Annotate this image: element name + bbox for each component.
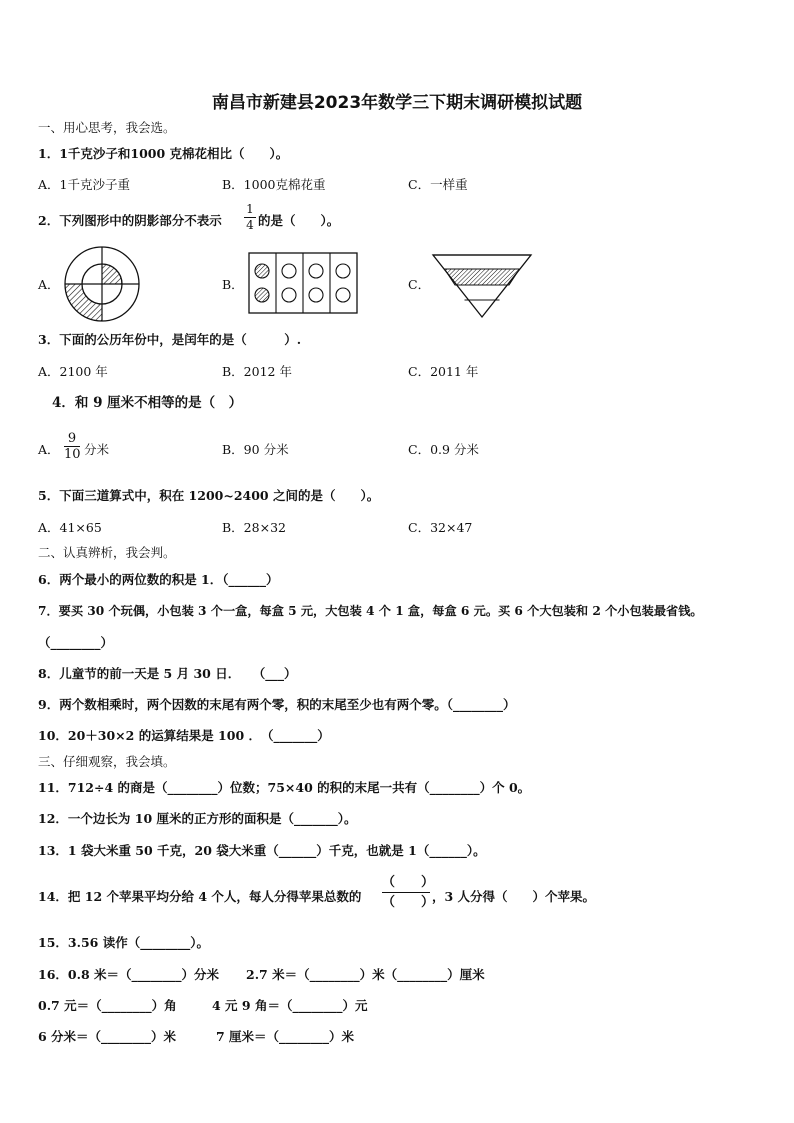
question-10: 10．20＋30×2 的运算结果是 100 ． （_______） (38, 728, 330, 743)
question-3-option-c: C．2011 年 (408, 364, 479, 379)
question-6: 6．两个最小的两位数的积是 1．（______） (38, 572, 279, 587)
question-2-fraction-denominator: 4 (246, 218, 254, 232)
question-9: 9．两个数相乘时，两个因数的末尾有两个零，积的末尾至少也有两个零。（________） (38, 697, 516, 712)
figure-b-grid (248, 252, 358, 314)
question-2-option-a: A． (38, 277, 60, 292)
question-4-option-a-fraction (64, 432, 80, 461)
question-11: 11．712÷4 的商是（________）位数；75×40 的积的末尾一共有（________）个 0。 (38, 780, 531, 795)
figure-a-circle (62, 246, 142, 322)
question-1-option-c: C．一样重 (408, 177, 468, 192)
question-5-option-c: C．32×47 (408, 520, 473, 535)
question-4-fraction-denominator: 10 (64, 447, 81, 462)
question-14-fraction-numerator: （ ） (382, 875, 435, 890)
question-7-line-1: 7．要买 30 个玩偶，小包装 3 个一盒，每盒 5 元，大包装 4 个 1 盒，每盒 6 元。买 6 个大包装和 2 个小包装最省钱。 (38, 604, 703, 618)
question-2-stem-pre: 2．下列图形中的阴影部分不表示 (38, 213, 222, 228)
section-heading-2: 二、认真辨析，我会判。 (38, 545, 176, 560)
fraction-bar (382, 892, 430, 893)
question-5-option-a: A．41×65 (38, 520, 102, 535)
section-heading-3: 三、仔细观察，我会填。 (38, 754, 176, 769)
question-16-line-1b: 2.7 米＝（________）米（________）厘米 (246, 967, 485, 982)
question-16-line-2b: 4 元 9 角＝（________）元 (212, 998, 368, 1013)
question-4-fraction-numerator: 9 (67, 431, 77, 446)
question-2-fraction (244, 203, 256, 232)
question-5-option-b: B．28×32 (222, 520, 286, 535)
question-16-line-1a: 16．0.8 米＝（________）分米 (38, 967, 219, 982)
question-1-option-a: A．1千克沙子重 (38, 177, 130, 192)
question-14-post: ，3 人分得（ ）个苹果。 (432, 889, 596, 904)
question-4-option-a-unit: 分米 (84, 442, 110, 457)
question-3-stem: 3．下面的公历年份中，是闰年的是（ ）. (38, 332, 302, 347)
question-2-stem-post: 的是（ ）。 (258, 213, 340, 228)
question-1-stem: 1．1千克沙子和1000 克棉花相比（ ）。 (38, 146, 289, 161)
question-3-option-a: A．2100 年 (38, 364, 108, 379)
question-4-option-c: C．0.9 分米 (408, 442, 479, 457)
question-12: 12．一个边长为 10 厘米的正方形的面积是（_______）。 (38, 811, 357, 826)
question-2-option-b: B． (222, 277, 244, 292)
question-4-option-a-label: A． (38, 442, 60, 457)
question-4-option-b: B．90 分米 (222, 442, 289, 457)
question-16-line-3a: 6 分米＝（________）米 (38, 1029, 177, 1044)
question-16-line-3b: 7 厘米＝（________）米 (216, 1029, 355, 1044)
question-7-line-2: （________） (38, 635, 114, 650)
question-2-option-c: C． (408, 277, 431, 292)
question-13: 13．1 袋大米重 50 千克，20 袋大米重（______）千克，也就是 1（______）。 (38, 843, 486, 858)
figure-c-triangle (432, 254, 532, 318)
question-16-line-2a: 0.7 元＝（________）角 (38, 998, 177, 1013)
question-14-pre: 14．把 12 个苹果平均分给 4 个人，每人分得苹果总数的 (38, 889, 362, 904)
question-15: 15．3.56 读作（________）。 (38, 935, 209, 950)
question-1-option-b: B．1000克棉花重 (222, 177, 326, 192)
question-4-stem: 4．和 9 厘米不相等的是（ ） (52, 395, 243, 411)
question-2-fraction-numerator: 1 (246, 202, 254, 216)
question-14-fraction (382, 874, 435, 911)
page-title: 南昌市新建县2023年数学三下期末调研模拟试题 (211, 93, 583, 113)
question-14-fraction-denominator: （ ） (382, 895, 435, 910)
question-5-stem: 5．下面三道算式中，积在 1200~2400 之间的是（ ）。 (38, 488, 380, 503)
question-8: 8．儿童节的前一天是 5 月 30 日． （___） (38, 666, 297, 681)
section-heading-1: 一、用心思考，我会选。 (38, 120, 176, 135)
question-3-option-b: B．2012 年 (222, 364, 292, 379)
